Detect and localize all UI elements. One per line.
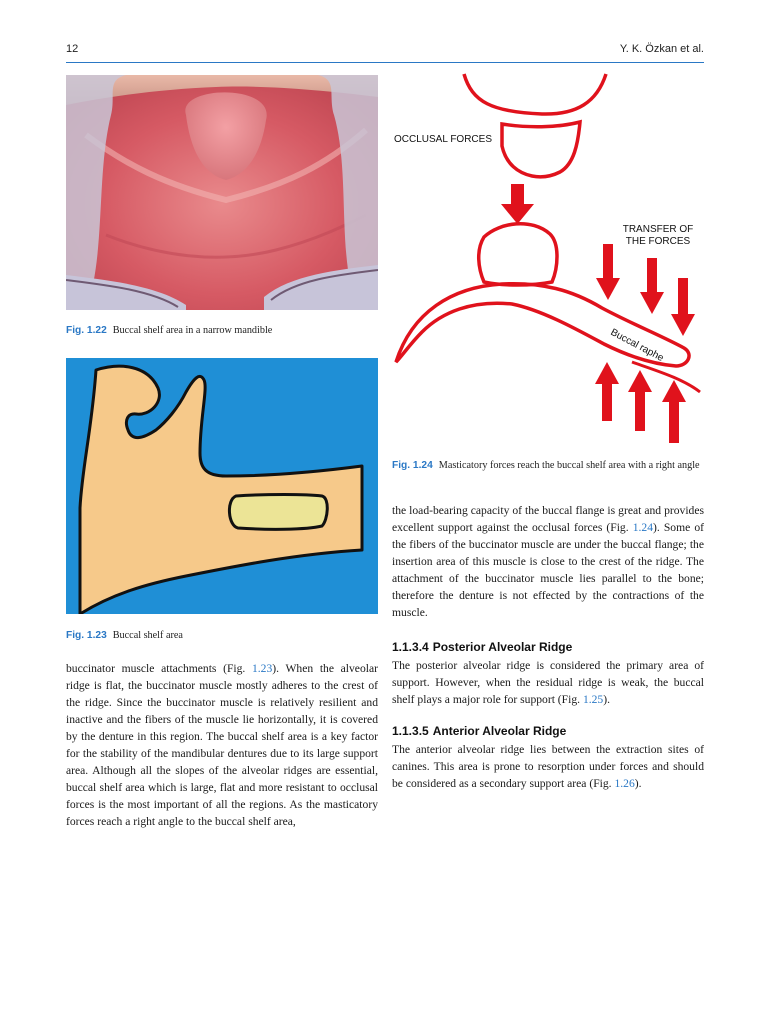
paragraph: buccinator muscle attachments (Fig. 1.23). When the alveolar ridge is flat, the buccinator muscle mostly adheres to the crest of the ridge. Since the buccinator muscle is relatively resilient and inactive and the fibers of the muscle lie horizontally, it is covered by the denture in this region. The buccal shelf area is a key factor for the stability of the mandibular dentures due to its large support area. Although all the slopes of the alveolar ridges are essential, buccal shelf area which is large, flat and more resistant to occlusal forces is the most important of all the regions. As the masticatory forces reach a right angle to the buccal shelf area, [66, 662, 378, 828]
right-column-text [392, 502, 704, 792]
support-force-arrows-up [595, 362, 686, 443]
figure-1-22-photo [66, 75, 378, 310]
section-heading-anterior-alveolar-ridge [392, 723, 704, 740]
figure-1-23-caption [66, 629, 378, 643]
figure-1-24-caption [392, 459, 704, 473]
figure-1-24-diagram [392, 72, 704, 452]
figure-reference-link[interactable]: 1.23 [251, 662, 273, 675]
figure-reference-link[interactable]: 1.24 [632, 521, 654, 534]
figure-1-24-label: Fig. 1.24 [392, 460, 433, 471]
figure-1-22-label: Fig. 1.22 [66, 325, 107, 336]
paragraph: The anterior alveolar ridge lies between the extraction sites of canines. This area is prone to resorption under forces and should be considered as a secondary support area (Fig. 1.26). [392, 743, 704, 790]
figure-1-23-illustration [66, 358, 378, 614]
figure-1-23-caption-text: Buccal shelf area [112, 630, 183, 641]
mandible-diagram [66, 358, 378, 614]
left-column-text [66, 660, 378, 830]
figure-1-23-label: Fig. 1.23 [66, 630, 107, 641]
figure-1-24-caption-text: Masticatory forces reach the buccal shelf area with a right angle [438, 460, 700, 471]
figure-reference-link[interactable]: 1.25 [582, 693, 604, 706]
paragraph: the load-bearing capacity of the buccal flange is great and provides excellent support against the occlusal forces (Fig. 1.24). Some of the fibers of the buccinator muscle are under the buccal flange; the insertion area of this muscle is close to the crest of the ridge. The attachment of the buccinator muscle lies parallel to the bone; therefore the denture is not effected by the contractions of the muscle. [392, 504, 704, 619]
header-rule [66, 62, 704, 63]
paragraph: The posterior alveolar ridge is considered the primary area of support. However, when the residual ridge is weak, the buccal shelf plays a major role for support (Fig. 1.25). [392, 659, 704, 706]
label-transfer-line1: TRANSFER OF [622, 224, 694, 235]
mouth-photo-illustration [66, 75, 378, 310]
section-number: 1.1.3.4 [392, 640, 429, 654]
section-title: Anterior Alveolar Ridge [432, 724, 567, 738]
figure-1-22-caption-text: Buccal shelf area in a narrow mandible [112, 325, 273, 336]
label-transfer-line2: THE FORCES [625, 236, 691, 247]
page-number: 12 [66, 43, 79, 55]
figure-reference-link[interactable]: 1.26 [614, 777, 635, 790]
running-header-authors: Y. K. Özkan et al. [619, 43, 704, 55]
section-heading-posterior-alveolar-ridge [392, 639, 704, 656]
figure-1-22-caption [66, 324, 378, 338]
section-number: 1.1.3.5 [392, 724, 429, 738]
label-occlusal-forces: OCCLUSAL FORCES [394, 134, 492, 145]
transfer-force-arrows-down [596, 244, 695, 336]
label-buccal-raphe: Buccal raphe [608, 326, 666, 365]
masticatory-forces-diagram [392, 72, 704, 452]
occlusal-force-arrow [501, 184, 534, 224]
section-title: Posterior Alveolar Ridge [432, 640, 573, 654]
